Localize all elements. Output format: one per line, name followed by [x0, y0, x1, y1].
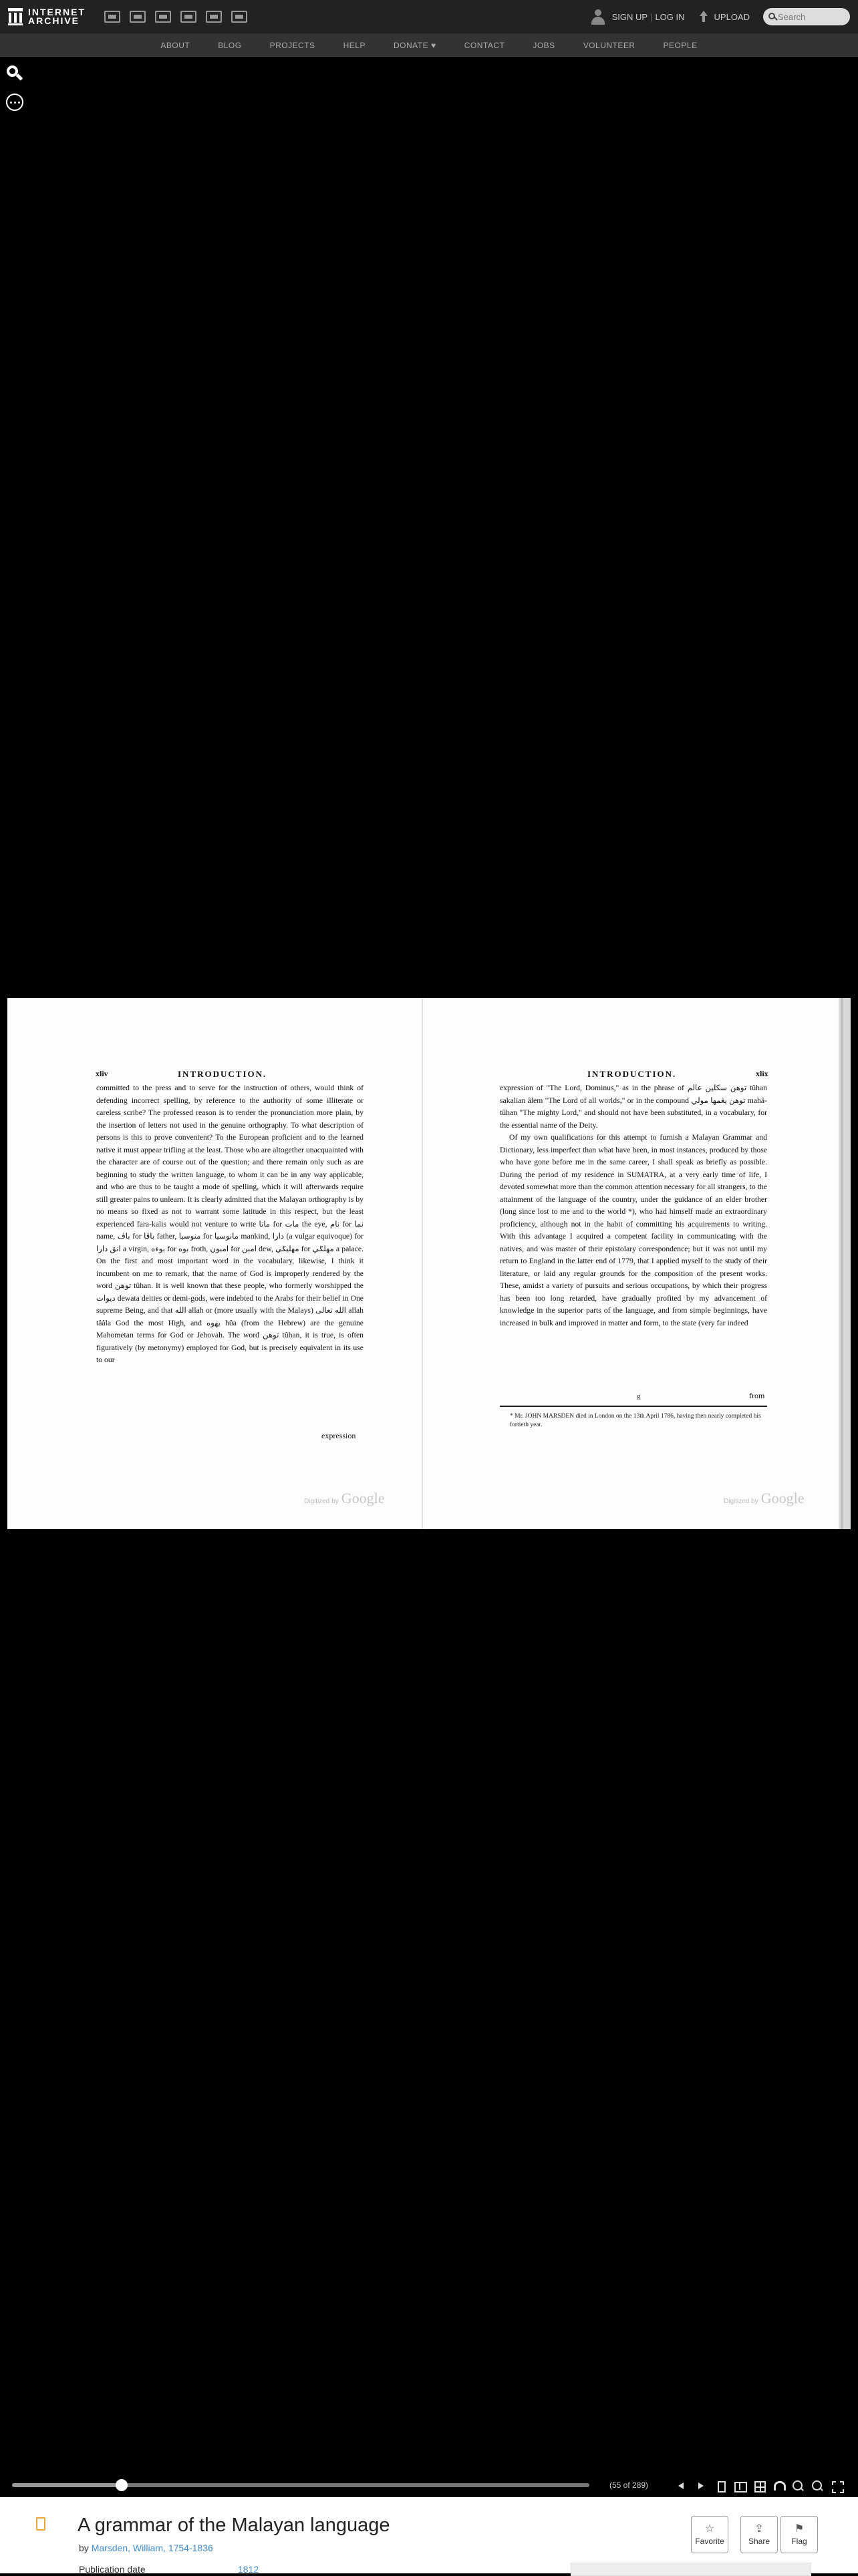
- left-paragraph: committed to the press and to serve for the instruction of others, would think of defending incorrect spelling, by reference to the authority of some illiterate or careless scribe? The professed reason is to render the pronunciation more plain, by the insertion of letters not used in the genuine orthography. To what description of persons is this to prove convenient? To the European proficient and to the learned native it must appear trifling at the least. Those who are altogether unacquainted with the character are of course out of the question; and there remain only such as are beginning to study the written language, to whom it can be in any way applicable, and who are thus to be taught a mode of spelling, which it will afterwards require still greater pains to unlearn. It is clearly admitted that the Malayan orthography is by no means so fixed as not to warrant some latitude in this respect, but the least experienced fara-kalis would not venture to write ماتا for مات the eye, نام for نما name, باڤ for باڤا father, منوسيا for مانوسيا mankind, دارا (a vulgar equivoque) for انق دارا a virgin, بوءه for بوه froth, امبون for امبن dew, مهليݢي for مهلݢي a palace. On the first and most important word in the vocabulary, likewise, I think it incumbent on me to remark, that the name of God is improperly rendered by the word توهن tûhan. It is well known that these people, who formerly worshipped the ديوات dewata deities or demi-gods, were indebted to the Arabs for their belief in One supreme Being, and that الله allah or (more usually with the Malays) الله تعالى allah tââla God the most High, and يهوه hûa (from the Hebrew) are the genuine Mahometan terms for God or Jehovah. The word توهن tûhan, it is true, is often figuratively (by metonymy) employed for God, but is precisely equivalent in its use to our: [96, 1084, 364, 1364]
- read-aloud-icon[interactable]: [772, 2479, 785, 2492]
- nav-people[interactable]: PEOPLE: [663, 40, 698, 50]
- nav-blog[interactable]: BLOG: [218, 40, 242, 50]
- top-navigation-bar: [0, 0, 858, 33]
- prev-icon[interactable]: [675, 2479, 688, 2492]
- secondary-navigation: [0, 33, 858, 57]
- archive-building-icon: [8, 8, 23, 25]
- left-digitized-by: [304, 1490, 384, 1507]
- google-wordmark: Google: [760, 1490, 805, 1506]
- left-page-text: [96, 1082, 364, 1367]
- nav-about[interactable]: ABOUT: [160, 40, 190, 50]
- right-page[interactable]: [423, 998, 837, 1529]
- zoom-in-icon[interactable]: [811, 2479, 824, 2492]
- flag-label: Flag: [791, 2537, 807, 2546]
- images-icon[interactable]: [231, 11, 247, 23]
- log-in-link[interactable]: LOG IN: [655, 11, 685, 22]
- sign-up-link[interactable]: SIGN UP: [611, 11, 648, 22]
- right-paragraph-1: expression of "The Lord, Dominus," as in the phrase of توهن سكلين عالم tûhan sakalian âlem "The Lord of all worlds," or in the compound توهن يڠمها مولي mahâ-tûhan "The mighty Lord," and should not have been substituted, in a vocabulary, for the essential name of the Deity.: [500, 1084, 768, 1130]
- search-inside-icon[interactable]: [7, 65, 23, 82]
- zoom-out-icon[interactable]: [791, 2479, 805, 2492]
- page-count: (55 of 289): [609, 2480, 649, 2490]
- two-page-icon[interactable]: [733, 2479, 746, 2492]
- software-icon[interactable]: [206, 11, 222, 23]
- heart-icon: ♥: [431, 40, 436, 50]
- right-catchword: from: [749, 1391, 765, 1400]
- nav-donate-label: DONATE: [393, 40, 429, 50]
- by-label: by: [79, 2543, 89, 2553]
- page-slider[interactable]: [12, 2483, 589, 2487]
- publication-date-label: Publication date: [79, 2564, 146, 2575]
- page-stack-edge: [839, 998, 851, 1529]
- favorite-label: Favorite: [695, 2537, 724, 2546]
- digitized-by-label: Digitized by: [304, 1498, 339, 1505]
- item-title: A grammar of the Malayan language: [78, 2515, 390, 2536]
- google-wordmark: Google: [341, 1490, 385, 1506]
- video-icon[interactable]: [155, 11, 171, 23]
- nav-jobs[interactable]: JOBS: [533, 40, 555, 50]
- left-page-number: xliv: [96, 1069, 108, 1078]
- star-icon: ☆: [704, 2523, 715, 2535]
- reader-navbar: [0, 2474, 858, 2497]
- nav-help[interactable]: HELP: [343, 40, 366, 50]
- author-link[interactable]: Marsden, William, 1754-1836: [91, 2543, 213, 2553]
- favorite-button[interactable]: [691, 2516, 728, 2553]
- logo-line-2: ARCHIVE: [28, 15, 80, 26]
- share-button[interactable]: [740, 2516, 778, 2553]
- right-digitized-by: [724, 1490, 804, 1507]
- internet-archive-logo[interactable]: [8, 8, 86, 25]
- web-icon[interactable]: [104, 11, 120, 23]
- nav-contact[interactable]: CONTACT: [464, 40, 505, 50]
- footnote: * Mr. JOHN MARSDEN died in London on the 13th April 1786, having then nearly completed his fortieth year.: [510, 1413, 761, 1428]
- flag-icon: ⚑: [794, 2523, 805, 2535]
- publication-date-value[interactable]: 1812: [238, 2564, 259, 2575]
- upload-icon: [698, 11, 709, 23]
- fullscreen-icon[interactable]: [830, 2479, 843, 2492]
- book-spread: [7, 998, 851, 1529]
- upload-button[interactable]: [698, 11, 750, 23]
- share-label: Share: [748, 2537, 770, 2546]
- metadata-sidebar: [571, 2563, 811, 2576]
- byline: [79, 2543, 213, 2553]
- search-input[interactable]: [778, 12, 845, 22]
- signature-mark: g: [637, 1392, 641, 1400]
- next-icon[interactable]: [694, 2479, 708, 2492]
- separator: |: [650, 11, 653, 22]
- search-icon[interactable]: [768, 13, 775, 21]
- nav-projects[interactable]: PROJECTS: [269, 40, 315, 50]
- logo-text: [28, 8, 86, 25]
- nav-volunteer[interactable]: VOLUNTEER: [583, 40, 635, 50]
- right-paragraph-2: Of my own qualifications for this attempt to furnish a Malayan Grammar and Dictionary, less imperfect than what have been, in most instances, produced by those who have gone before me in the same career, I shall speak as briefly as possible. During the period of my residence in SUMATRA, at a very early time of life, I devoted somewhat more than the common attention necessary for all strangers, to the attainment of the language of the country, under the guidance of an elder brother (long since lost to me and to the world *), who had himself made an extraordinary proficiency, although not in the habit of committing his acquirements to writing. With this advantage I acquired a competent facility in communicating with the natives, and was master of their epistolary correspondence; but it was not until my return to England in the latter end of 1779, that I applied myself to the study of their literature, or laid any regular grounds for the composition of the present works. These, amidst a variety of pursuits and serious occupations, by which their progress has been too long retarded, have gradually profited by my advancement of knowledge in the superior parts of the language, and from simple beginnings, have increased in bulk and improved in matter and form, to the state (very far indeed: [500, 1133, 767, 1327]
- texts-icon[interactable]: [130, 11, 146, 23]
- user-icon[interactable]: [589, 8, 607, 25]
- audio-icon[interactable]: [180, 11, 196, 23]
- one-page-icon[interactable]: [714, 2479, 727, 2492]
- left-page-heading: INTRODUCTION.: [178, 1069, 267, 1079]
- slider-handle[interactable]: [116, 2479, 128, 2491]
- left-catchword: expression: [321, 1431, 356, 1440]
- right-page-text: [500, 1082, 767, 1329]
- thumbnails-icon[interactable]: [752, 2479, 766, 2492]
- reader-controls: [675, 2479, 843, 2492]
- slider-progress: [12, 2483, 122, 2487]
- footnote-rule: [500, 1406, 767, 1407]
- nav-donate[interactable]: [394, 41, 436, 50]
- search-box[interactable]: [763, 8, 850, 25]
- share-icon: ⇪: [754, 2523, 764, 2535]
- right-page-number: xlix: [756, 1069, 768, 1078]
- upload-label: UPLOAD: [714, 11, 750, 22]
- item-metadata: [0, 2497, 858, 2573]
- account-area: [589, 0, 850, 33]
- right-page-heading: INTRODUCTION.: [587, 1069, 677, 1079]
- more-options-icon[interactable]: [6, 94, 23, 111]
- logo-line-1: INTERNET: [28, 7, 86, 17]
- flag-button[interactable]: [780, 2516, 818, 2553]
- texts-icon: [36, 2517, 45, 2531]
- left-page[interactable]: [7, 998, 422, 1529]
- media-type-menu: [104, 11, 247, 23]
- digitized-by-label: Digitized by: [724, 1498, 758, 1505]
